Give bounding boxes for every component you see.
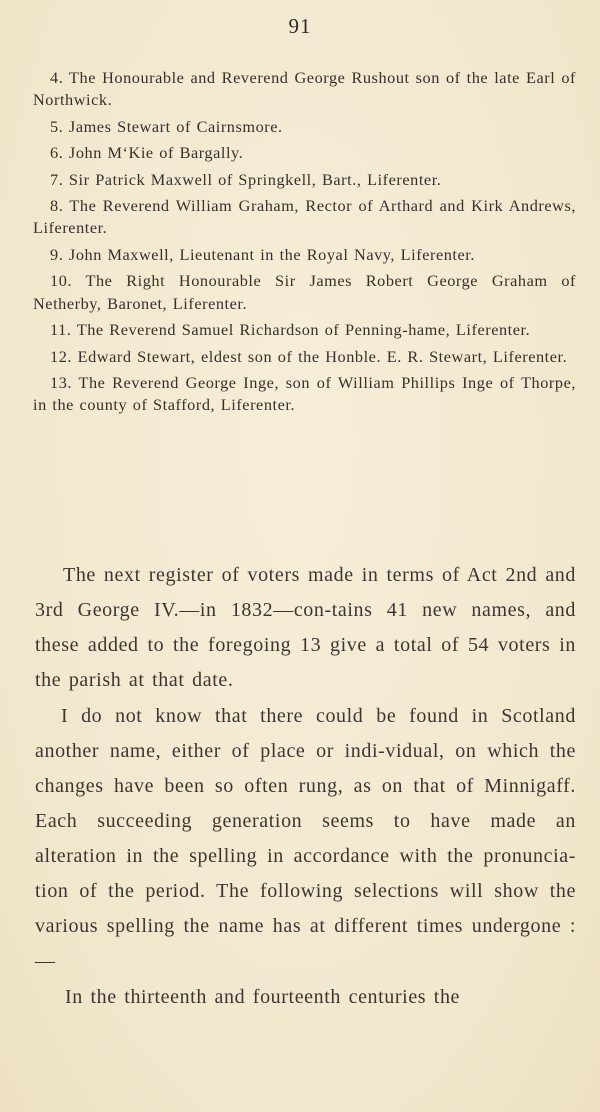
list-item: 8. The Reverend William Graham, Rector of Arthard and Kirk Andrews, Liferenter. <box>33 196 576 238</box>
paragraph: The next register of voters made in terms of Act 2nd and 3rd George IV.—in 1832—con-tains 41 new names, and these added to the foregoing 13 give a total of 54 voters in the parish at that date. <box>35 564 576 691</box>
list-item: 12. Edward Stewart, eldest son of the Honble. E. R. Stewart, Liferenter. <box>50 346 568 366</box>
list-item: 9. John Maxwell, Lieutenant in the Royal Navy, Liferenter. <box>50 244 475 264</box>
body-text <box>35 558 576 1016</box>
list-item: 4. The Honourable and Reverend George Rushout son of the late Earl of Northwick. <box>33 68 576 110</box>
list-item: 10. The Right Honourable Sir James Robert George Graham of Netherby, Baronet, Liferenter. <box>33 271 576 313</box>
list-item: 6. John M‘Kie of Bargally. <box>50 143 244 163</box>
paragraph: I do not know that there could be found in Scotland another name, either of place or indi-vidual, on which the changes have been so often rung, as on that of Minnigaff. Each succeeding generation seems to have made an alteration in the spelling in accordance with the pronuncia-tion of the period. The following selections will show the various spelling the name has at different times undergone :— <box>35 705 576 972</box>
list-item: 11. The Reverend Samuel Richardson of Penning-hame, Liferenter. <box>50 320 531 340</box>
list-item: 7. Sir Patrick Maxwell of Springkell, Bart., Liferenter. <box>50 169 442 189</box>
voters-list <box>33 67 576 421</box>
page-number: 91 <box>288 14 312 38</box>
list-item: 13. The Reverend George Inge, son of William Phillips Inge of Thorpe, in the county of Stafford, Liferenter. <box>33 373 576 415</box>
list-item: 5. James Stewart of Cairnsmore. <box>50 116 283 136</box>
paragraph: In the thirteenth and fourteenth centuries the <box>65 986 461 1008</box>
